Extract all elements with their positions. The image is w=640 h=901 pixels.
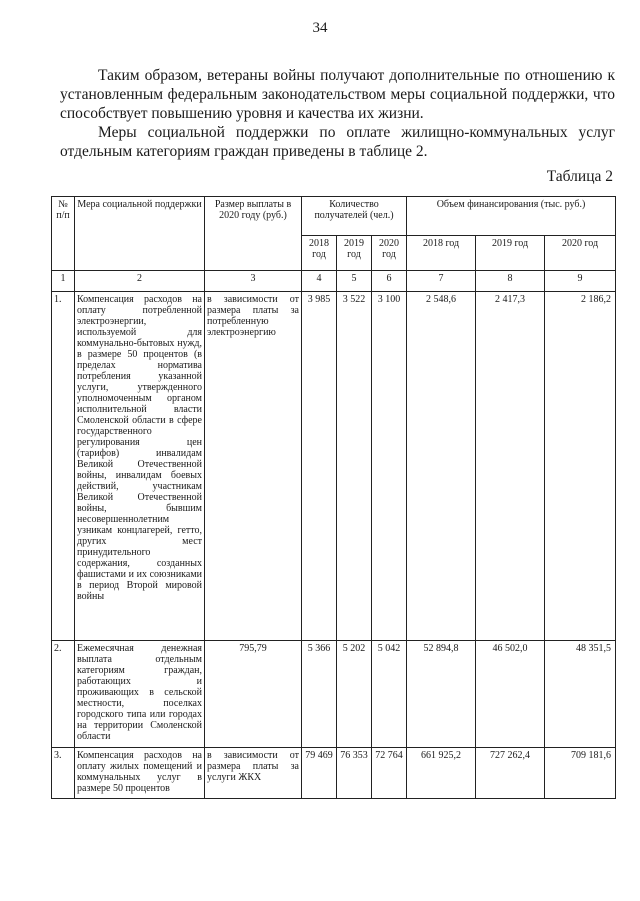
intro-paragraph-2: Меры социальной поддержки по оплате жилищно-коммунальных услуг отдельным категориям граждан приведены в таблице 2.: [60, 124, 615, 160]
row-funding-2018: 52 894,8: [407, 641, 476, 748]
row-recipients-2020: 3 100: [372, 292, 407, 641]
column-number: 1: [52, 271, 75, 292]
header-num: № п/п: [52, 197, 75, 271]
table-caption: Таблица 2: [546, 168, 613, 185]
header-funding-2018: 2018 год: [407, 236, 476, 271]
support-measures-table: [51, 196, 616, 799]
row-payment: 795,79: [205, 641, 302, 748]
header-recipients: Количество получателей (чел.): [302, 197, 407, 236]
intro-text: [60, 66, 615, 161]
column-number: 4: [302, 271, 337, 292]
table-row: [52, 292, 616, 641]
row-funding-2019: 727 262,4: [476, 748, 545, 799]
header-recipients-2018: 2018 год: [302, 236, 337, 271]
row-measure: Компенсация расходов на оплату потребленной электроэнергии, используемой для коммунально-бытовых нужд, в размере 50 процентов (в пределах норматива потребления указанной услуги, утвержденного уполномоченным органом исполнительной власти Смоленской области в сфере государственного регулирования цен (тарифов) инвалидам Великой Отечественной войны, инвалидам боевых действий, участникам Великой Отечественной войны, бывшим несовершеннолетним узникам концлагерей, гетто, других мест принудительного содержания, созданных фашистами и их союзниками в период Второй мировой войны: [75, 292, 205, 641]
row-payment: в зависимости от размера платы за услуги ЖКХ: [205, 748, 302, 799]
row-measure: [75, 748, 205, 799]
row-recipients-2020: 5 042: [372, 641, 407, 748]
row-recipients-2018: 3 985: [302, 292, 337, 641]
header-funding-2019: 2019 год: [476, 236, 545, 271]
row-funding-2018: 2 548,6: [407, 292, 476, 641]
row-measure: Ежемесячная денежная выплата отдельным категориям граждан, работающих и проживающих в сельской местности, поселках городского типа или городах на территории Смоленской области: [75, 641, 205, 748]
row-recipients-2018: 5 366: [302, 641, 337, 748]
header-payment: Размер выплаты в 2020 году (руб.): [205, 197, 302, 271]
column-number: 8: [476, 271, 545, 292]
column-number: 6: [372, 271, 407, 292]
row-recipients-2019: 76 353: [337, 748, 372, 799]
row-recipients-2019: 3 522: [337, 292, 372, 641]
row-num: 3.: [52, 748, 75, 799]
row-funding-2019: 2 417,3: [476, 292, 545, 641]
header-recipients-2019: 2019 год: [337, 236, 372, 271]
row-num: 2.: [52, 641, 75, 748]
row-payment: в зависимости от размера платы за потребленную электроэнергию: [205, 292, 302, 641]
column-number: 9: [545, 271, 616, 292]
column-number: 5: [337, 271, 372, 292]
page-number: 34: [312, 20, 328, 36]
row-recipients-2019: 5 202: [337, 641, 372, 748]
table-column-number-row: [52, 271, 616, 292]
header-funding-2020: 2020 год: [545, 236, 616, 271]
table-row: [52, 748, 616, 799]
row-num: 1.: [52, 292, 75, 641]
table-row: [52, 641, 616, 748]
row-recipients-2018: 79 469: [302, 748, 337, 799]
row-funding-2019: 46 502,0: [476, 641, 545, 748]
header-measure: Мера социальной поддержки: [75, 197, 205, 271]
column-number: 7: [407, 271, 476, 292]
row-recipients-2020: 72 764: [372, 748, 407, 799]
row-measure-text: Компенсация расходов на оплату жилых помещений и коммунальных услуг в размере 50 процентов: [77, 750, 202, 794]
header-funding: Объем финансирования (тыс. руб.): [407, 197, 616, 236]
column-number: 3: [205, 271, 302, 292]
row-funding-2020: 709 181,6: [545, 748, 616, 799]
table-header-row: [52, 197, 616, 236]
intro-paragraph-1: Таким образом, ветераны войны получают дополнительные по отношению к установленным федеральным законодательством меры социальной поддержки, что способствует повышению уровня и качества их жизни.: [60, 67, 615, 122]
column-number: 2: [75, 271, 205, 292]
row-funding-2018: 661 925,2: [407, 748, 476, 799]
header-recipients-2020: 2020 год: [372, 236, 407, 271]
row-funding-2020: 2 186,2: [545, 292, 616, 641]
row-funding-2020: 48 351,5: [545, 641, 616, 748]
